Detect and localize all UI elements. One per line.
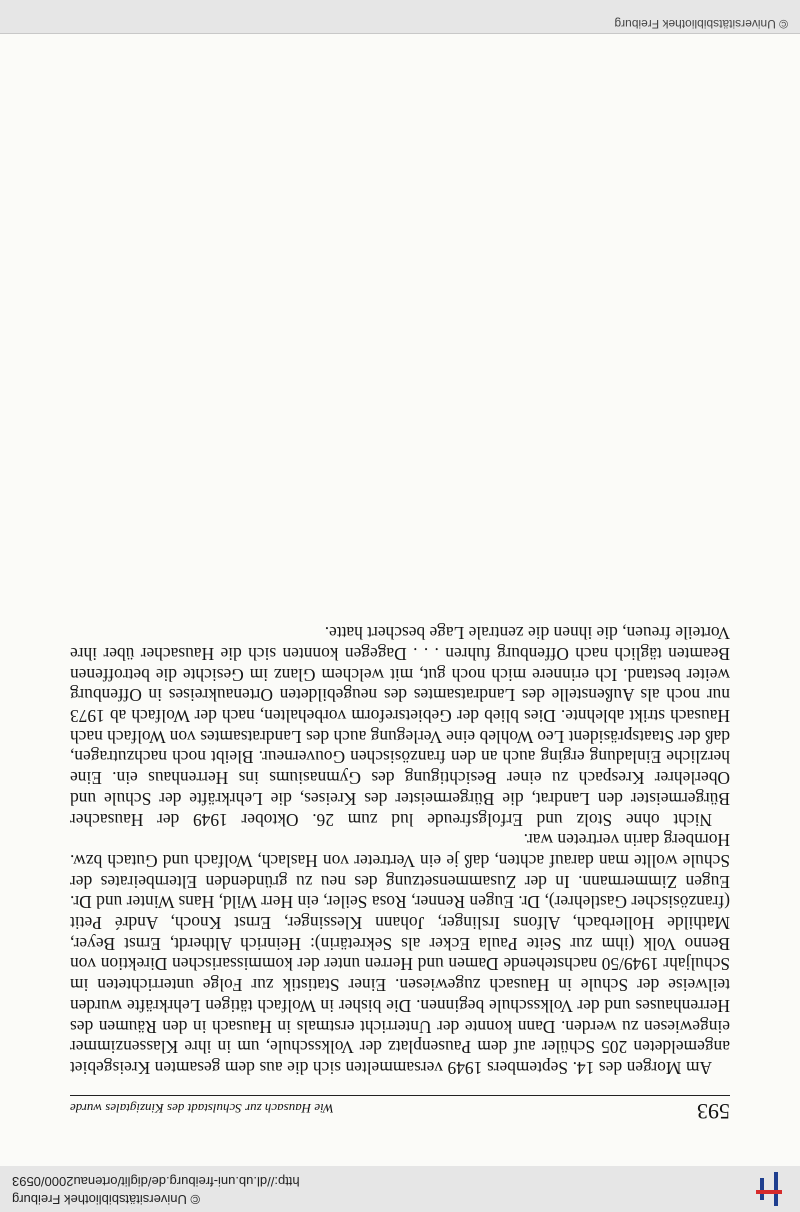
running-head: Wie Hausach zur Schulstadt des Kinzigtales wurde	[70, 1101, 334, 1116]
page-number: 593	[697, 1099, 730, 1124]
paragraph: Nicht ohne Stolz und Erfolgsfreude lud zum 26. Oktober 1949 der Hausacher Bürgermeister den Landrat, die Bürgermeister des Kreises, die Lehrkräfte der Schule und Oberlehrer Krespach zu einer Besichtigung des Gymnasiums ins Herrenhaus ein. Eine herzliche Einladung erging auch an den französischen Gouverneur. Bleibt noch nachzutragen, daß der Staatspräsident Leo Wohleb eine Verlegung auch des Landratsamtes von Wolfach nach Hausach strikt ablehnte. Dies blieb der Gebietsreform vorbehalten, nach der Wolfach ab 1973 nur noch als Außenstelle des Landratsamtes des neugebildeten Ortenaukreises in Offenburg weiter bestand. Ich erinnere mich noch gut, mit welchem Glanz im Gesichte die betroffenen Beamten täglich nach Offenburg fuhren . . . Dagegen konnten sich die Hausacher über ihre Vorteile freuen, die ihnen die zentrale Lage beschert hatte.	[70, 623, 730, 830]
ub-freiburg-logo-icon	[752, 1172, 792, 1206]
paragraph: Am Morgen des 14. Septembers 1949 versammelten sich die aus dem gesamten Kreisgebiet angemeldeten 205 Schüler auf dem Pausenplatz der Volksschule, um in ihre Klassenzimmer eingewiesen zu werden. Dann konnte der Unterricht erstmals in Hausach in den Räumen des Herrenhauses und der Volksschule beginnen. Die bisher in Wolfach tätigen Lehrkräfte wurden teilweise der Schule in Hausach zugewiesen. Einer Statistik zur Folge unterrichteten im Schuljahr 1949/50 nachstehende Damen und Herren unter der kommissarischen Direktion von Benno Volk (ihm zur Seite Paula Ecker als Sekretärin): Heinrich Altherdt, Ernst Beyer, Mathilde Hollerbach, Alfons Irslinger, Johann Klessinger, Ernst Knoch, André Petit (französischer Gastlehrer), Dr. Eugen Renner, Rosa Seiler, ein Herr Wild, Hans Winter und Dr. Eugen Zimmermann. In der Zusammensetzung des neu zu gründenden Elternbeirates der Schule wollte man darauf achten, daß je ein Vertreter von Haslach, Wolfach und Gutach bzw. Hornberg darin vertreten war.	[70, 830, 730, 1078]
page-url-link[interactable]: http://dl.ub.uni-freiburg.de/diglit/ortenau2000/0593	[12, 1174, 300, 1189]
copyright-text: © Universitätsbibliothek Freiburg	[12, 1192, 201, 1207]
viewer-footer-bar	[0, 1165, 800, 1212]
page-header	[70, 1095, 730, 1124]
viewer-footer-text: © Universitätsbibliothek Freiburg	[614, 17, 788, 31]
viewer-header-bar	[0, 0, 800, 34]
scanned-page	[0, 34, 800, 1166]
body-text	[70, 623, 730, 1078]
